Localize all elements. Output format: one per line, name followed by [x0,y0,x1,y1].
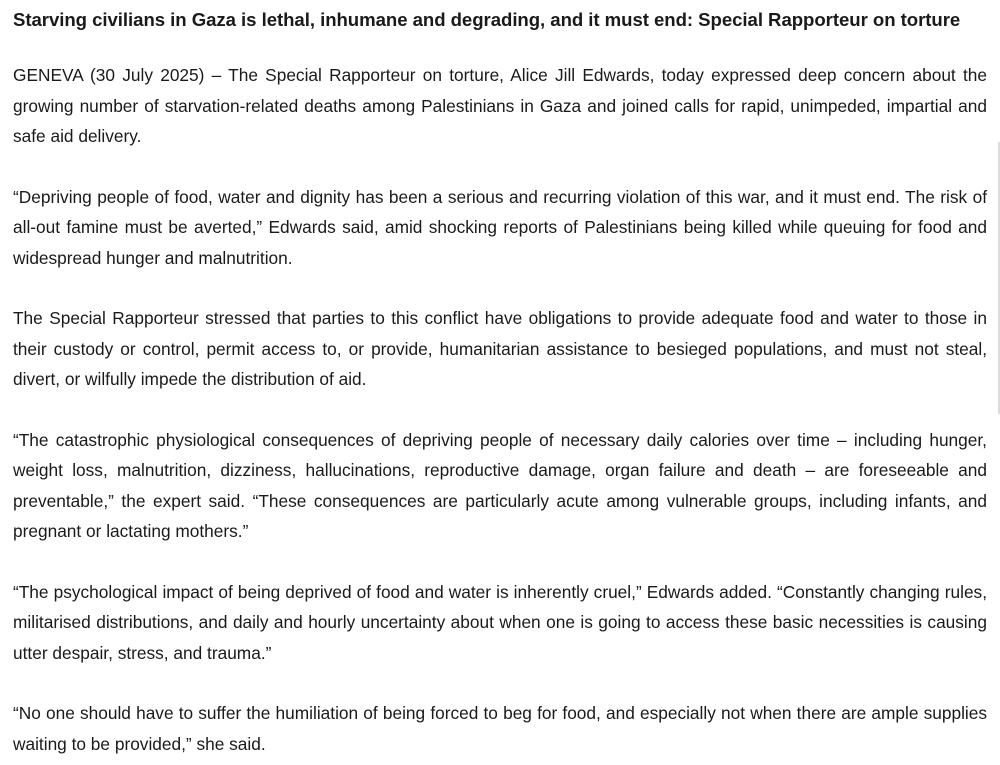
article-paragraph-6: “No one should have to suffer the humiliation of being forced to beg for food, and especially not when there are ample supplies waiting to be provided,” she said. [13,703,987,754]
article-paragraph-4: “The catastrophic physiological consequences of depriving people of necessary daily calories over time – including hunger, weight loss, malnutrition, dizziness, hallucinations, reproductive damage, organ failure and death – are foreseeable and preventable,” the expert said. “These consequences are particularly acute among vulnerable groups, including infants, and pregnant or lactating mothers.” [13,429,987,541]
article-paragraph-2: “Depriving people of food, water and dignity has been a serious and recurring violation of this war, and it must end. The risk of all-out famine must be averted,” Edwards said, amid shocking reports of Palestinians being killed while queuing for food and widespread hunger and malnutrition. [13,186,987,268]
article-paragraph-3: The Special Rapporteur stressed that parties to this conflict have obligations to provide adequate food and water to those in their custody or control, permit access to, or provide, humanitarian assistance to besieged populations, and must not steal, divert, or wilfully impede the distribution of aid. [13,308,987,389]
article-paragraph-1: GENEVA (30 July 2025) – The Special Rapporteur on torture, Alice Jill Edwards, today expressed deep concern about the growing number of starvation-related deaths among Palestinians in Gaza and joined calls for rapid, unimpeded, impartial and safe aid delivery. [13,65,987,146]
article [13,0,987,759]
article-title: Starving civilians in Gaza is lethal, inhumane and degrading, and it must end: Special Rapporteur on torture [13,9,961,30]
article-paragraph-5: “The psychological impact of being deprived of food and water is inherently cruel,” Edwards added. “Constantly changing rules, militarised distributions, and daily and hourly uncertainty about when one is going to access these basic necessities is causing utter despair, stress, and trauma.” [13,581,987,663]
